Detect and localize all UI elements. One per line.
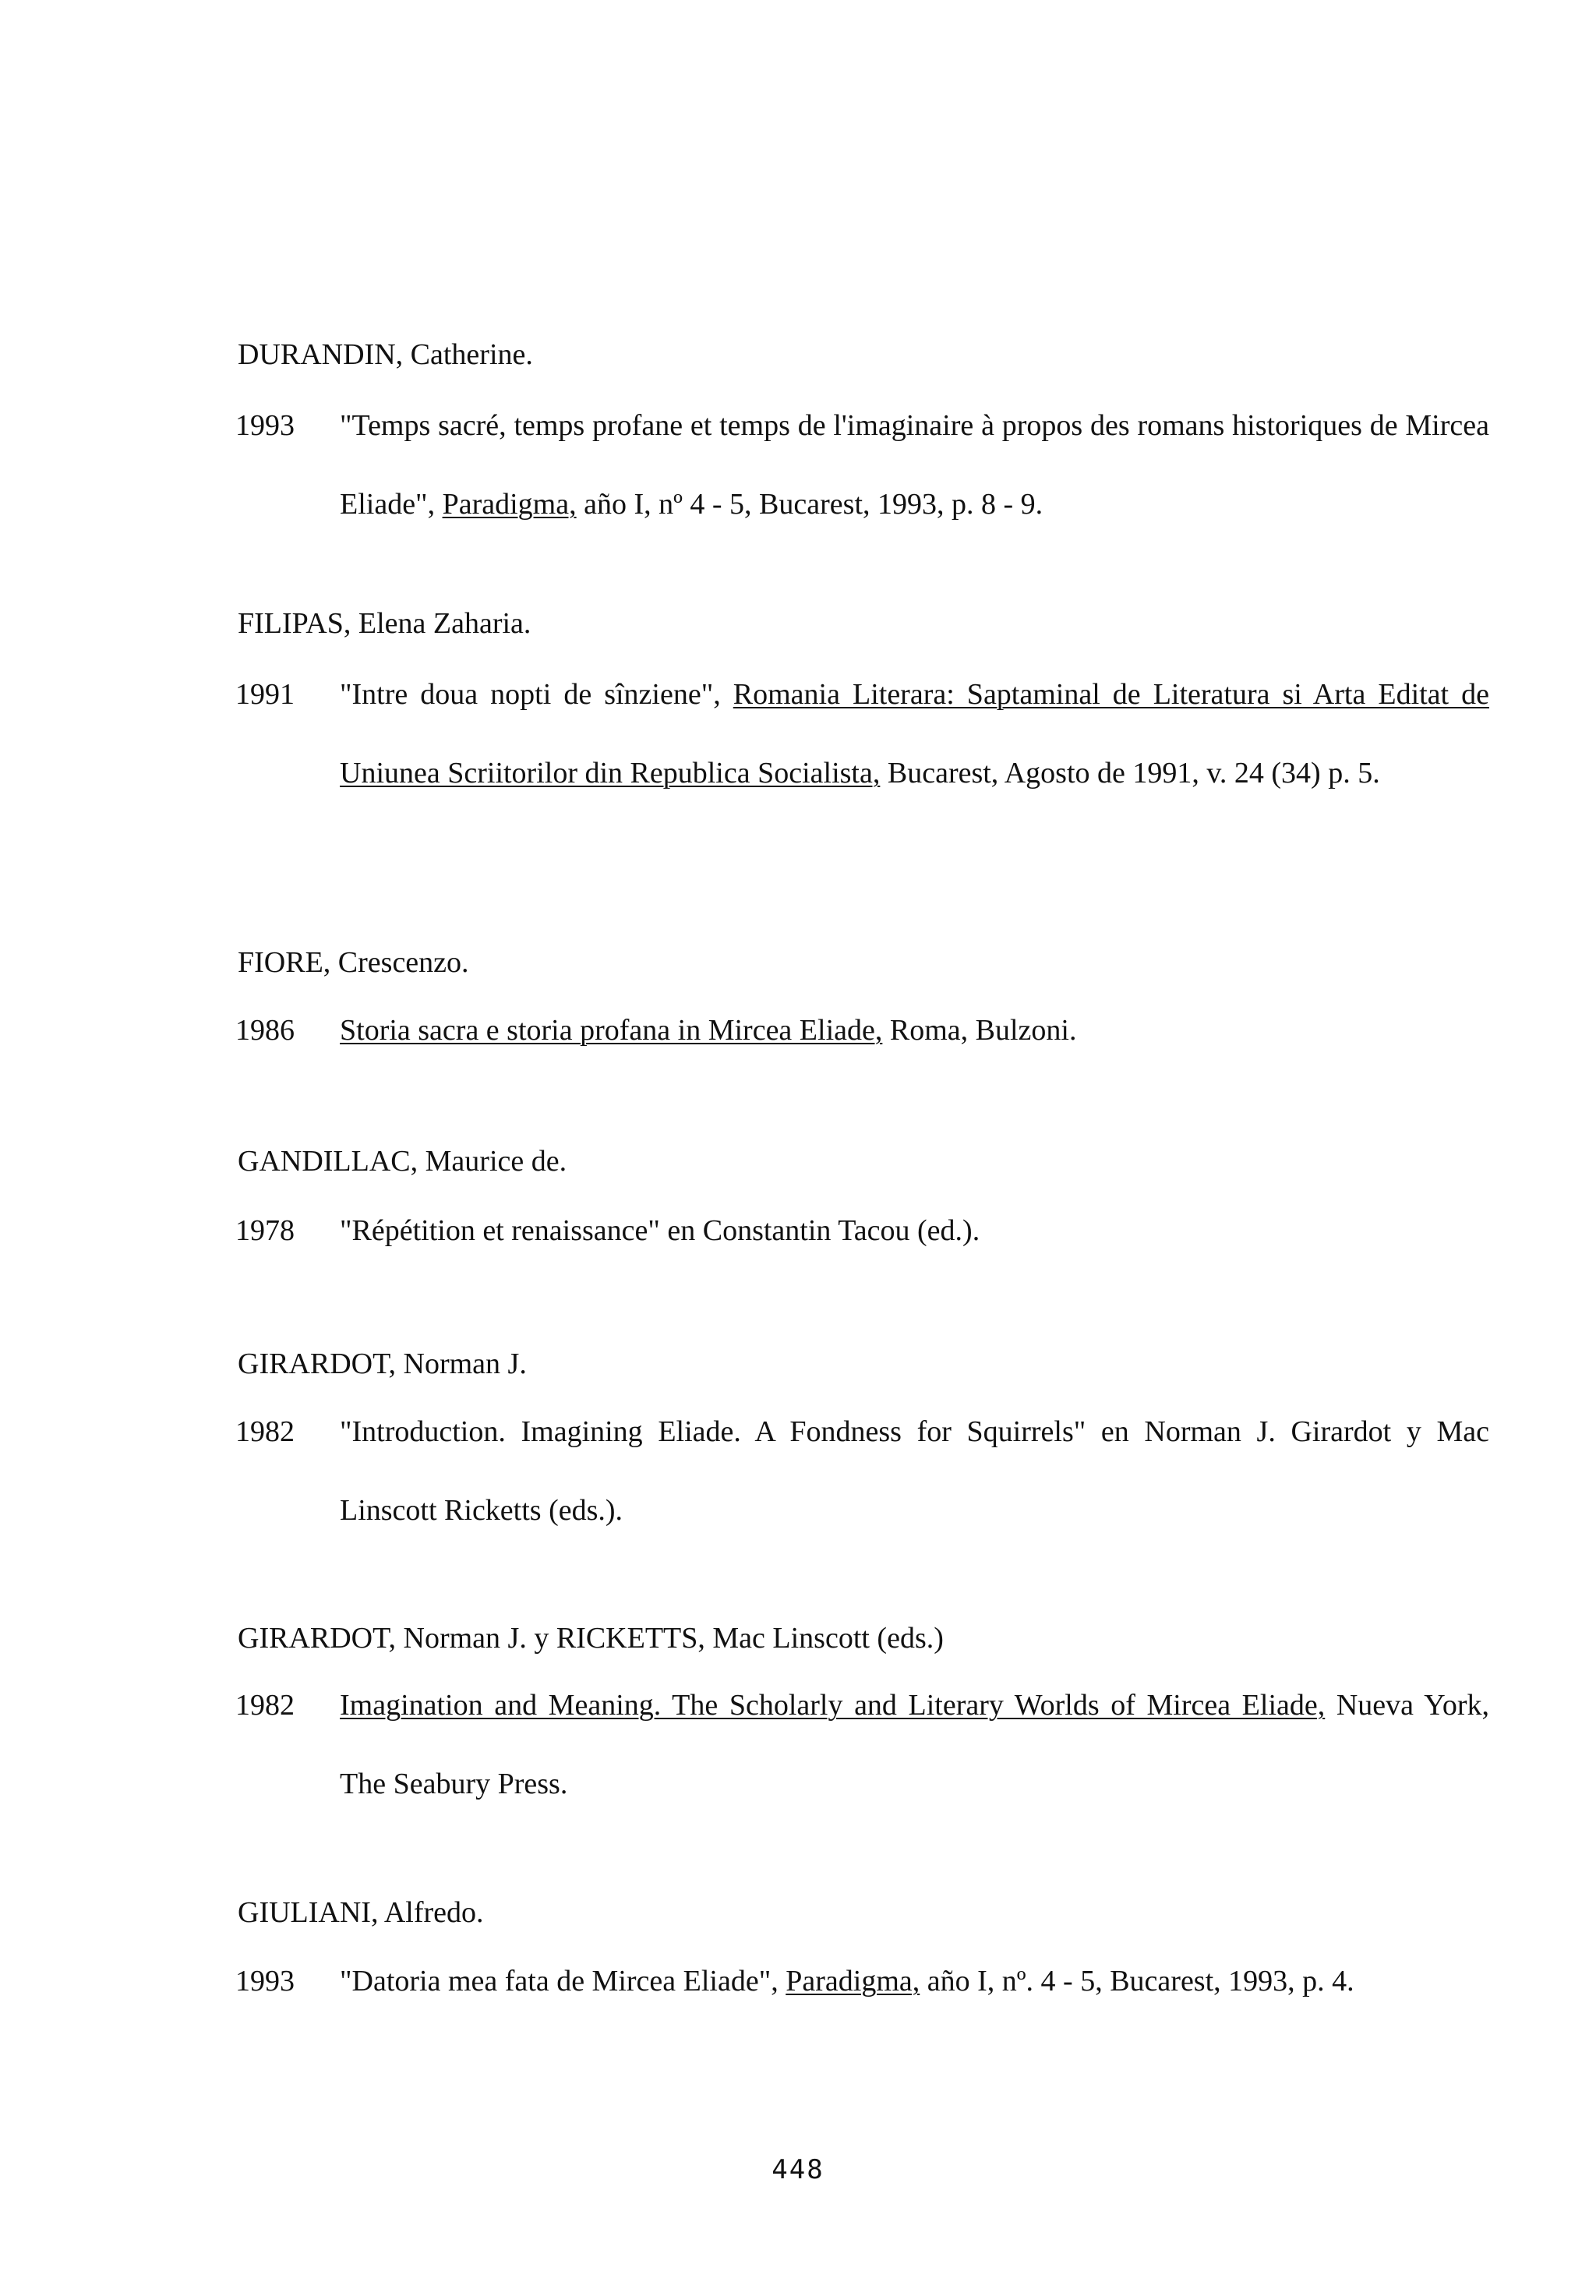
reference-title: Romania Literara: Saptaminal de Literatura si Arta Editat de Uniunea Scriitorilor din Republica Socialista,: [340, 678, 1489, 789]
reference-title: Paradigma,: [786, 1965, 920, 1998]
author-heading: FILIPAS, Elena Zaharia.: [238, 607, 531, 640]
entry-year: 1978: [235, 1214, 295, 1247]
entry-reference: [340, 1192, 1489, 1270]
entry-year: 1982: [235, 1415, 295, 1448]
reference-text: "Répétition et renaissance" en Constantin Tacou (ed.).: [340, 1214, 980, 1247]
author-heading: FIORE, Crescenzo.: [238, 946, 469, 979]
entry-reference: [340, 1393, 1489, 1550]
reference-details: Roma, Bulzoni.: [882, 1014, 1077, 1047]
author-heading: GIRARDOT, Norman J.: [238, 1348, 527, 1380]
author-heading: GIULIANI, Alfredo.: [238, 1896, 484, 1929]
entry-year: 1993: [235, 1965, 295, 1998]
entry-year: 1991: [235, 678, 295, 711]
entry-reference: [340, 655, 1489, 813]
author-heading: GANDILLAC, Maurice de.: [238, 1145, 567, 1178]
reference-details: Bucarest, Agosto de 1991, v. 24 (34) p. 5.: [880, 757, 1380, 789]
entry-year: 1982: [235, 1689, 295, 1722]
reference-details: año I, nº 4 - 5, Bucarest, 1993, p. 8 - 9.: [576, 488, 1043, 521]
author-heading: DURANDIN, Catherine.: [238, 338, 533, 371]
author-heading: GIRARDOT, Norman J. y RICKETTS, Mac Linscott (eds.): [238, 1622, 944, 1655]
reference-details: Nueva York, The Seabury Press.: [340, 1689, 1490, 1800]
entry-reference: [340, 991, 1489, 1070]
reference-title: Imagination and Meaning. The Scholarly and Literary Worlds of Mircea Eliade,: [340, 1689, 1326, 1722]
reference-text: "Temps sacré, temps profane et temps de l'imaginaire à propos des romans historiques de Mircea Eliade",: [340, 409, 1489, 521]
reference-title: Storia sacra e storia profana in Mircea Eliade,: [340, 1014, 883, 1047]
entry-year: 1993: [235, 409, 295, 442]
entry-reference: [340, 1942, 1489, 2021]
reference-title: Paradigma,: [442, 488, 577, 521]
reference-text: "Datoria mea fata de Mircea Eliade",: [340, 1965, 786, 1998]
entry-reference: [340, 1666, 1489, 1824]
reference-text: "Introduction. Imagining Eliade. A Fondness for Squirrels" en Norman J. Girardot y Mac Linscott Ricketts (eds.).: [340, 1415, 1489, 1527]
entry-reference: [340, 387, 1489, 544]
reference-text: "Intre doua nopti de sînziene",: [340, 678, 733, 711]
entry-year: 1986: [235, 1014, 295, 1047]
page-number: 448: [772, 2154, 824, 2185]
reference-details: año I, nº. 4 - 5, Bucarest, 1993, p. 4.: [920, 1965, 1354, 1998]
